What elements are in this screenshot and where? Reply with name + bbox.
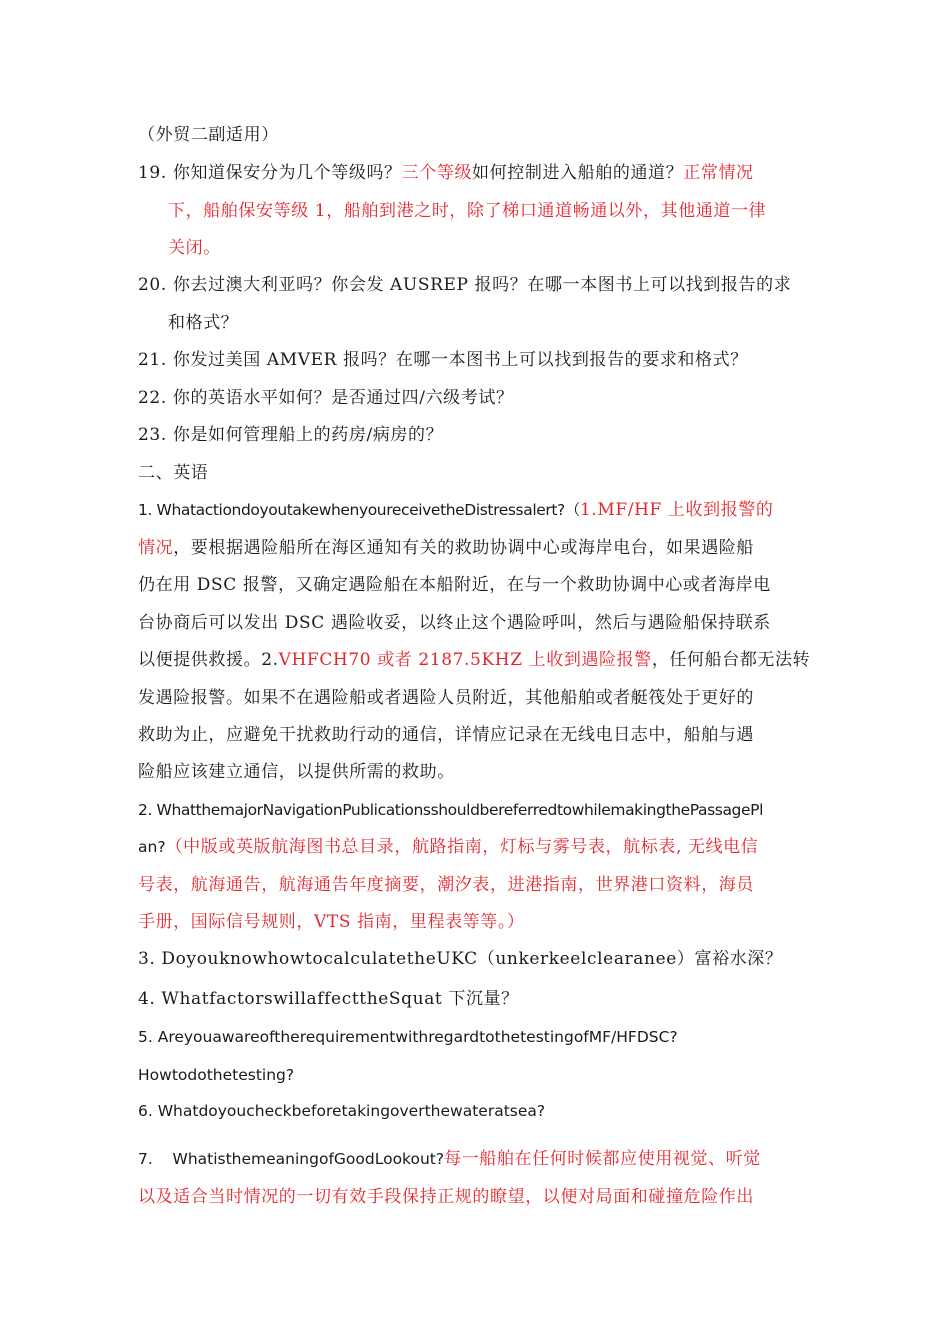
answer-1-line: 险船应该建立通信，以提供所需的救助。: [138, 762, 455, 782]
answer-text: 1.MF/HF 上收到报警的: [579, 500, 774, 520]
answer-2-line: 手册，国际信号规则，VTS 指南，里程表等等。）: [138, 912, 525, 932]
answer-19-line: 关闭。: [168, 238, 221, 258]
answer-1-line: 发遇险报警。如果不在遇险船或者遇险人员附近，其他船舶或者艇筏处于更好的: [138, 688, 754, 708]
answer-7-line: 以及适合当时情况的一切有效手段保持正规的瞭望，以便对局面和碰撞危险作出: [138, 1187, 754, 1207]
answer-1-line: 仍在用 DSC 报警，又确定遇险船在本船附近，在与一个救助协调中心或者海岸电: [138, 575, 771, 595]
english-question-5-cont: Howtodothetesting?: [138, 1066, 295, 1084]
question-23: 23. 你是如何管理船上的药房/病房的？: [138, 425, 444, 445]
section-subtitle: （外贸二副适用）: [138, 125, 279, 145]
answer-1-line: 救助为止，应避免干扰救助行动的通信，详情应记录在无线电日志中，船舶与遇: [138, 725, 754, 745]
answer-19-line: 下，船舶保安等级 1，船舶到港之时，除了梯口通道畅通以外，其他通道一律: [168, 201, 767, 221]
answer-1-line: 以便提供救援。2.VHFCH70 或者 2187.5KHZ 上收到遇险报警，任何船台都无法转: [138, 650, 811, 670]
question-19: 19. 你知道保安分为几个等级吗？三个等级如何控制进入船舶的通道？正常情况: [138, 163, 754, 183]
answer-1-line: 情况，要根据遇险船所在海区通知有关的救助协调中心或海岸电台，如果遇险船: [138, 538, 755, 558]
answer-2-line: 号表，航海通告，航海通告年度摘要，潮汐表，进港指南，世界港口资料，海员: [138, 875, 754, 895]
section-heading-english: 二、英语: [138, 463, 209, 483]
question-22: 22. 你的英语水平如何？是否通过四/六级考试？: [138, 388, 514, 408]
question-20-cont: 和格式？: [168, 313, 239, 333]
english-question-1: 1. WhatactiondoyoutakewhenyoureceivetheDistressalert?（1.MF/HF 上收到报警的: [138, 500, 774, 520]
english-question-3: 3. DoyouknowhowtocalculatetheUKC（unkerkeelclearanee）富裕水深？: [138, 949, 783, 969]
english-question-2: 2. WhatthemajorNavigationPublicationsshouldbereferredtowhilemakingthePassagePl: [138, 801, 763, 819]
answer-text: （中版或英版航海图书总目录，航路指南，灯标与雾号表，航标表, 无线电信: [165, 837, 759, 857]
answer-1-line: 台协商后可以发出 DSC 遇险收妥，以终止这个遇险呼叫，然后与遇险船保持联系: [138, 613, 771, 633]
answer-2-line: an?（中版或英版航海图书总目录，航路指南，灯标与雾号表，航标表, 无线电信: [138, 837, 759, 857]
question-20: 20. 你去过澳大利亚吗？你会发 AUSREP 报吗？在哪一本图书上可以找到报告的求: [138, 275, 792, 295]
english-question-5: 5. AreyouawareoftherequirementwithregardtothetestingofMF/HFDSC?: [138, 1028, 678, 1046]
answer-text: 每一船舶在任何时候都应使用视觉、听觉: [444, 1149, 761, 1169]
answer-text: 三个等级: [401, 163, 473, 183]
english-question-7: 7. WhatisthemeaningofGoodLookout?每一船舶在任何时候都应使用视觉、听觉: [138, 1149, 761, 1169]
english-question-4: 4. WhatfactorswillaffecttheSquat 下沉量？: [138, 989, 519, 1009]
answer-text: VHFCH70 或者 2187.5KHZ 上收到遇险报警: [278, 650, 652, 670]
answer-text: 正常情况: [683, 163, 754, 183]
question-21: 21. 你发过美国 AMVER 报吗？在哪一本图书上可以找到报告的要求和格式？: [138, 350, 748, 370]
english-question-6: 6. Whatdoyoucheckbeforetakingoverthewateratsea?: [138, 1102, 546, 1120]
